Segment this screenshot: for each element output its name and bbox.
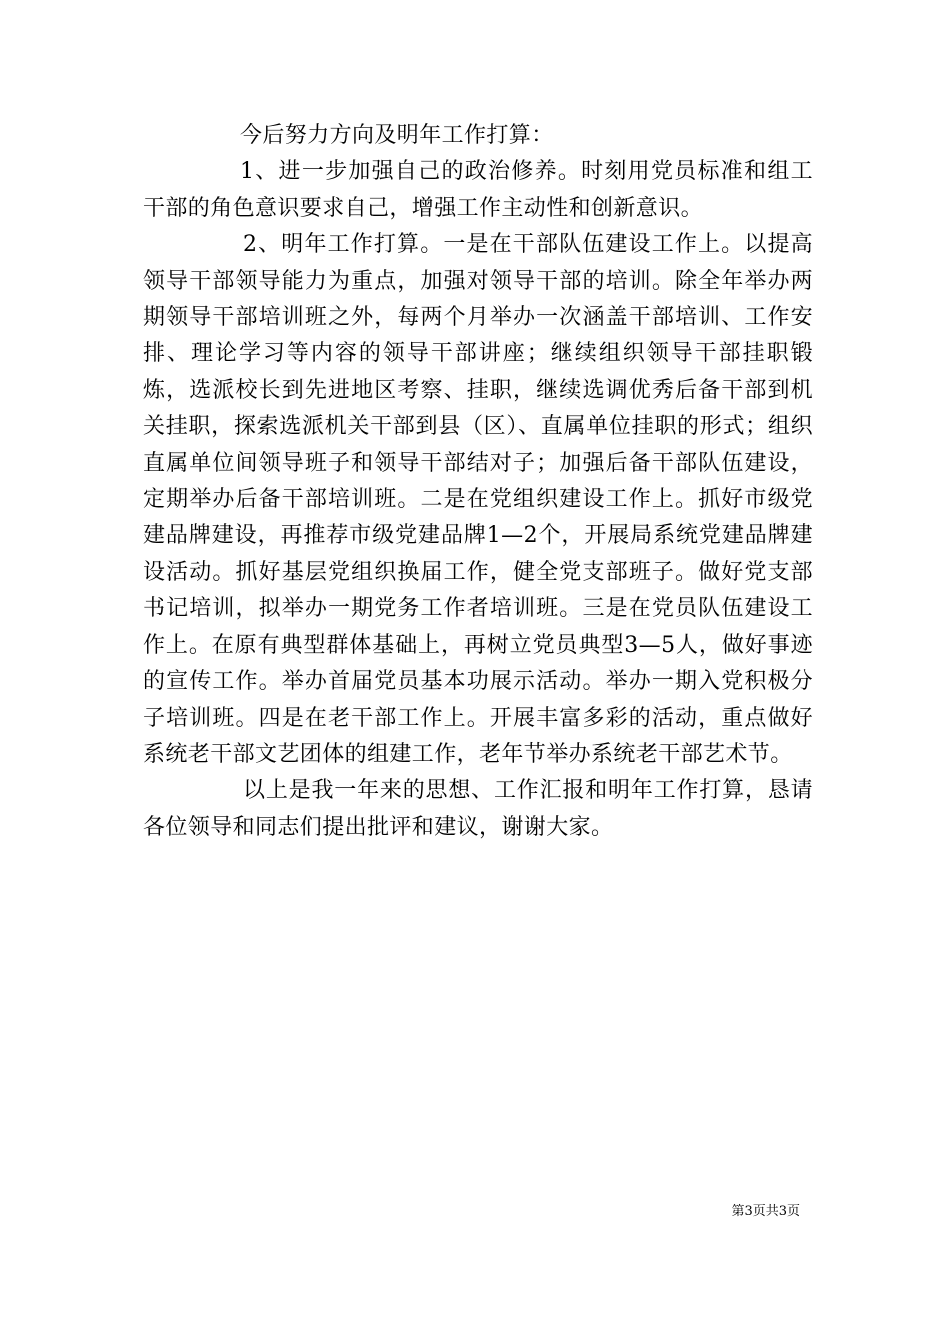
page-number-footer: 第3页共3页 <box>731 1204 800 1219</box>
document-body <box>143 118 813 846</box>
paragraph-closing: 以上是我一年来的思想、工作汇报和明年工作打算，恳请各位领导和同志们提出批评和建议，谢谢大家。 <box>143 778 813 840</box>
paragraph-political-cultivation: 1、进一步加强自己的政治修养。时刻用党员标准和组工干部的角色意识要求自己，增强工作主动性和创新意识。 <box>143 159 813 221</box>
paragraph-next-year-plan: 2、明年工作打算。一是在干部队伍建设工作上。以提高领导干部领导能力为重点，加强对领导干部的培训。除全年举办两期领导干部培训班之外，每两个月举办一次涵盖干部培训、工作安排、理论学习等内容的领导干部讲座；继续组织领导干部挂职锻炼，选派校长到先进地区考察、挂职，继续选调优秀后备干部到机关挂职，探索选派机关干部到县（区）、直属单位挂职的形式；组织直属单位间领导班子和领导干部结对子；加强后备干部队伍建设，定期举办后备干部培训班。二是在党组织建设工作上。抓好市级党建品牌建设，再推荐市级党建品牌1—2个，开展局系统党建品牌建设活动。抓好基层党组织换届工作，健全党支部班子。做好党支部书记培训，拟举办一期党务工作者培训班。三是在党员队伍建设工作上。在原有典型群体基础上，再树立党员典型3—5人，做好事迹的宣传工作。举办首届党员基本功展示活动。举办一期入党积极分子培训班。四是在老干部工作上。开展丰富多彩的活动，重点做好系统老干部文艺团体的组建工作，老年节举办系统老干部艺术节。 <box>143 232 813 767</box>
section-heading: 今后努力方向及明年工作打算： <box>240 123 554 148</box>
